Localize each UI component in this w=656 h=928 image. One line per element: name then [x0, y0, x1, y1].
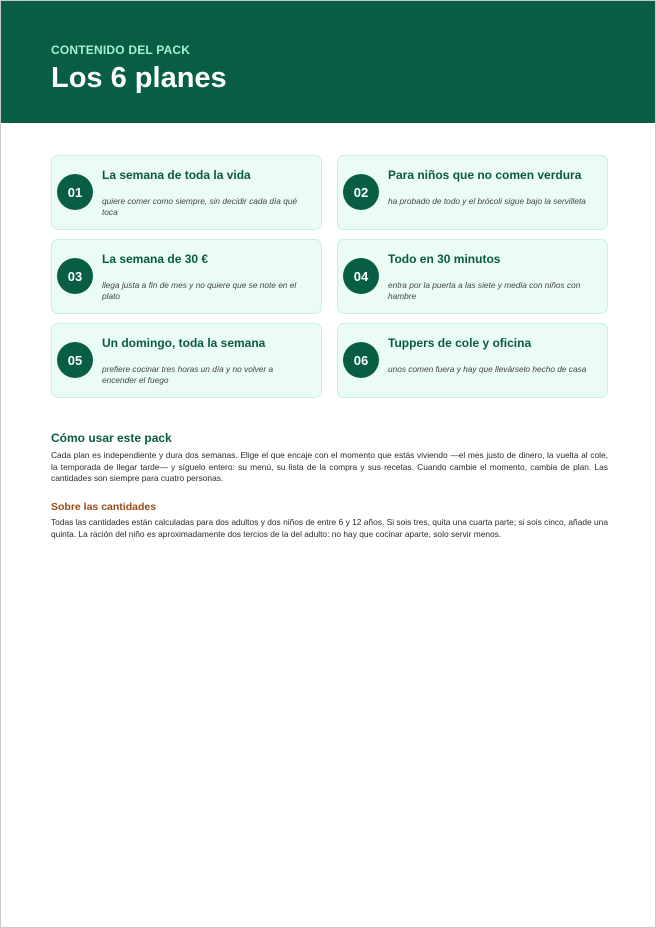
plan-card-02: [337, 155, 608, 230]
plan-description: unos comen fuera y hay que llevárselo hecho de casa: [388, 364, 587, 374]
plan-card-01: [51, 155, 322, 230]
pack-kicker: CONTENIDO DEL PACK: [51, 43, 191, 57]
plan-card-06: [337, 323, 608, 398]
plan-description: llega justa a fin de mes y no quiere que se note en el plato: [102, 280, 297, 301]
plan-title: Un domingo, toda la semana: [102, 336, 266, 350]
plans-grid: [51, 155, 608, 398]
plan-number-badge: 03: [57, 258, 93, 294]
plan-title: Para niños que no comen verdura: [388, 168, 582, 182]
how-to-heading: Cómo usar este pack: [51, 431, 172, 445]
plan-number-badge: 05: [57, 342, 93, 378]
plan-title: Todo en 30 minutos: [388, 252, 501, 266]
plan-number-badge: 01: [57, 174, 93, 210]
plan-number-badge: 06: [343, 342, 379, 378]
plan-description: prefiere cocinar tres horas un día y no volver a encender el fuego: [102, 364, 274, 385]
plan-description: entra por la puerta a las siete y media con niños con hambre: [388, 280, 581, 301]
page-title: Los 6 planes: [51, 62, 227, 94]
quantities-heading: Sobre las cantidades: [51, 501, 157, 513]
plan-number-badge: 02: [343, 174, 379, 210]
plan-description: ha probado de todo y el brócoli sigue bajo la servilleta: [388, 196, 586, 206]
plan-card-05: [51, 323, 322, 398]
plan-number-badge: 04: [343, 258, 379, 294]
plan-description: quiere comer como siempre, sin decidir cada día qué toca: [102, 196, 298, 217]
plan-card-03: [51, 239, 322, 314]
quantities-section: [51, 501, 608, 540]
header-banner: [1, 1, 655, 123]
quantities-text: Todas las cantidades están calculadas para dos adultos y dos niños de entre 6 y 12 años. Si sois tres, quita una cuarta parte; si sois cinco, añade una quinta. La ración del niño es aproximadamente dos tercios de la del adulto: no hay que cocinar aparte, solo servir menos.: [51, 517, 608, 539]
how-to-section: [51, 431, 608, 485]
plan-title: La semana de toda la vida: [102, 168, 251, 182]
plan-card-04: [337, 239, 608, 314]
how-to-text: Cada plan es independiente y dura dos semanas. Elige el que encaje con el momento que estás viviendo —el mes justo de dinero, la vuelta al cole, la temporada de llegar tarde— y síguelo entero: su menú, su lista de la compra y sus recetas. Cuando cambie el momento, cambia de plan. Las cantidades son siempre para cuatro personas.: [51, 450, 608, 483]
plan-title: La semana de 30 €: [102, 252, 209, 266]
plan-title: Tuppers de cole y oficina: [388, 336, 532, 350]
